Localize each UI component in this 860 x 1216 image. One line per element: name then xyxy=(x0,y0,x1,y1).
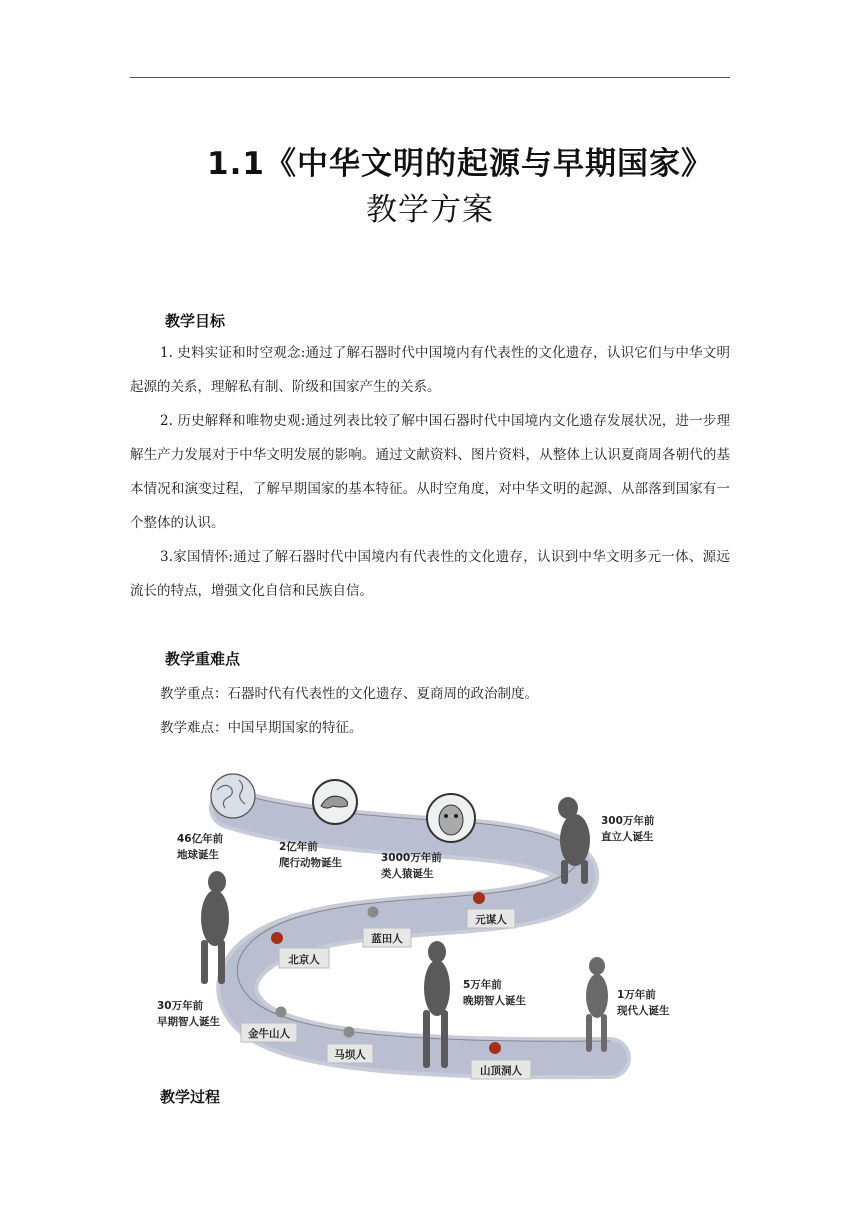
milestone-5-event: 早期智人诞生 xyxy=(157,1016,220,1028)
difficulty-line: 教学难点：中国早期国家的特征。 xyxy=(160,720,363,736)
maba-dot xyxy=(344,1027,355,1038)
milestone-4-event: 直立人诞生 xyxy=(601,831,654,843)
milestone-3-event: 类人猿诞生 xyxy=(381,868,434,880)
focus-line: 教学重点：石器时代有代表性的文化遗存、夏商周的政治制度。 xyxy=(160,686,538,702)
site-label-yuanmou: 元谋人 xyxy=(475,914,507,926)
site-label-jinniushan: 金牛山人 xyxy=(248,1028,290,1040)
evolution-timeline-figure xyxy=(145,760,690,1090)
reptile-medallion-icon xyxy=(313,780,357,824)
site-tag-beijing xyxy=(279,948,329,968)
lantian-dot xyxy=(368,907,379,918)
objective-text-2: 2. 历史解释和唯物史观:通过列表比较了解中国石器时代中国境内文化遗存发展状况，进一步理解生产力发展对于中华文明发展的影响。通过文献资料、图片资料，从整体上认识夏商周各朝代的基本情况和演变过程，了解早期国家的基本特征。从时空角度，对中华文明的起源、从部落到国家有一个整体的认识。 xyxy=(130,413,730,531)
site-label-beijing: 北京人 xyxy=(288,954,320,966)
page-subtitle: 教学方案 xyxy=(366,192,494,228)
milestone-1-date: 46亿年前 xyxy=(177,833,224,845)
early-homo-sapiens-figure-icon xyxy=(201,871,229,984)
objective-item-3 xyxy=(130,540,730,608)
yuanmou-dot xyxy=(473,892,485,904)
site-tag-jinniushan xyxy=(241,1023,297,1042)
evolution-timeline-svg xyxy=(145,760,690,1090)
site-label-maba: 马坝人 xyxy=(334,1049,366,1061)
milestone-7-date: 1万年前 xyxy=(617,989,656,1001)
milestone-5-date: 30万年前 xyxy=(157,1000,204,1012)
site-tag-yuanmou xyxy=(467,909,515,928)
page-title: 1.1《中华文明的起源与早期国家》 xyxy=(207,146,713,182)
ape-medallion-icon xyxy=(427,794,475,842)
site-tag-lantian xyxy=(363,928,411,947)
objective-item-2 xyxy=(130,404,730,540)
milestone-6-date: 5万年前 xyxy=(463,979,502,991)
milestone-2-date: 2亿年前 xyxy=(279,841,318,853)
milestone-2-event: 爬行动物诞生 xyxy=(279,857,342,869)
site-label-lantian: 蓝田人 xyxy=(371,933,403,945)
milestone-3-date: 3000万年前 xyxy=(381,852,442,864)
site-tag-maba xyxy=(327,1044,373,1063)
milestone-1-event: 地球诞生 xyxy=(177,849,219,861)
objective-item-1 xyxy=(130,336,730,404)
process-heading: 教学过程 xyxy=(160,1088,221,1106)
globe-icon xyxy=(211,774,255,818)
site-label-shandingdong: 山顶洞人 xyxy=(480,1065,522,1077)
objective-text-3: 3.家国情怀:通过了解石器时代中国境内有代表性的文化遗存，认识到中华文明多元一体、源远流长的特点，增强文化自信和民族自信。 xyxy=(130,549,730,599)
key-points-heading: 教学重难点 xyxy=(165,650,241,668)
beijing-dot xyxy=(271,932,283,944)
objectives-heading: 教学目标 xyxy=(165,312,226,330)
jinniushan-dot xyxy=(276,1007,287,1018)
objective-text-1: 1. 史料实证和时空观念:通过了解石器时代中国境内有代表性的文化遗存，认识它们与中华文明起源的关系，理解私有制、阶级和国家产生的关系。 xyxy=(130,345,730,395)
header-rule xyxy=(130,77,730,78)
milestone-6-event: 晚期智人诞生 xyxy=(463,995,526,1007)
milestone-7-event: 现代人诞生 xyxy=(617,1005,670,1017)
milestone-4-date: 300万年前 xyxy=(601,815,655,827)
shandingdong-dot xyxy=(489,1042,501,1054)
site-tag-shandingdong xyxy=(471,1060,531,1079)
